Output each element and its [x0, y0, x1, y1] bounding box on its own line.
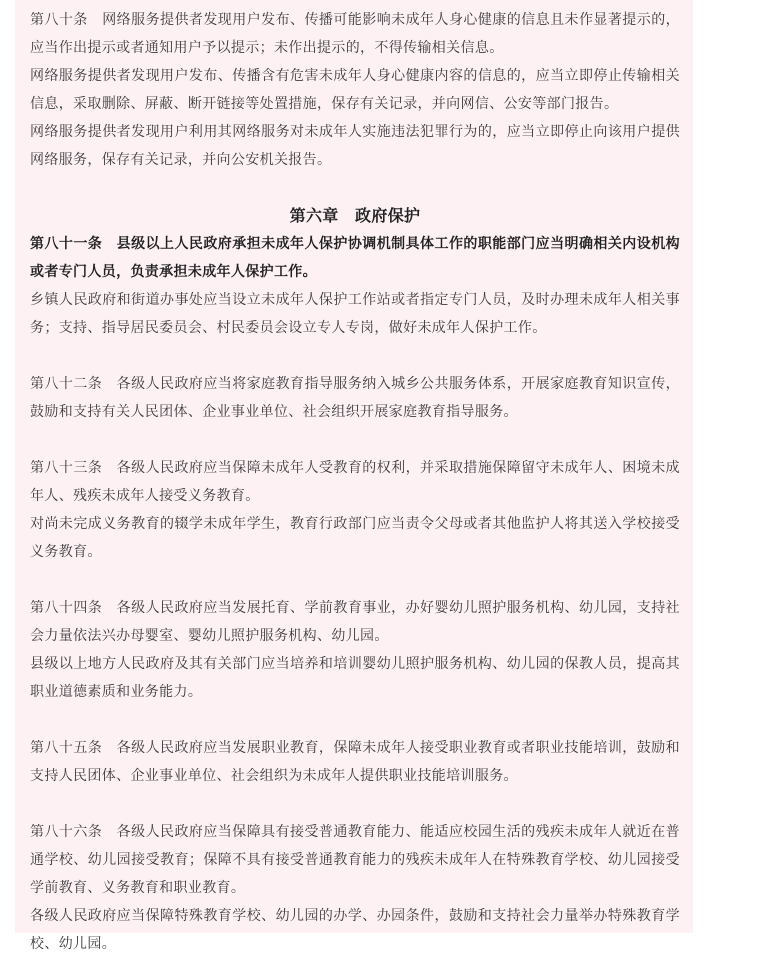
article-86-paragraph: 第八十六条 各级人民政府应当保障具有接受普通教育能力、能适应校园生活的残疾未成年人就近在普通学校、幼儿园接受教育；保障不具有接受普通教育能力的残疾未成年人在特殊教育学校、幼儿园接受学前教育、义务教育和职业教育。: [30, 824, 680, 896]
article-80-paragraph-3: 网络服务提供者发现用户利用其网络服务对未成年人实施违法犯罪行为的，应当立即停止向该用户提供网络服务，保存有关记录，并向公安机关报告。: [30, 124, 680, 168]
article-84-paragraph-2: 县级以上地方人民政府及其有关部门应当培养和培训婴幼儿照护服务机构、幼儿园的保教人员，提高其职业道德素质和业务能力。: [30, 656, 680, 700]
article-83-paragraph-2: 对尚未完成义务教育的辍学未成年学生，教育行政部门应当责令父母或者其他监护人将其送入学校接受义务教育。: [30, 516, 680, 560]
spacer: [30, 566, 680, 594]
spacer: [30, 174, 680, 202]
article-80-paragraph-2: 网络服务提供者发现用户发布、传播含有危害未成年人身心健康内容的信息的，应当立即停止传输相关信息，采取删除、屏蔽、断开链接等处置措施，保存有关记录，并向网信、公安等部门报告。: [30, 68, 680, 112]
article-84-paragraph: 第八十四条 各级人民政府应当发展托育、学前教育事业，办好婴幼儿照护服务机构、幼儿园，支持社会力量依法兴办母婴室、婴幼儿照护服务机构、幼儿园。: [30, 600, 680, 644]
article-85-paragraph: 第八十五条 各级人民政府应当发展职业教育，保障未成年人接受职业教育或者职业技能培训，鼓励和支持人民团体、企业事业单位、社会组织为未成年人提供职业技能培训服务。: [30, 740, 680, 784]
spacer: [30, 790, 680, 818]
article-content: [30, 6, 680, 958]
article-83-paragraph: 第八十三条 各级人民政府应当保障未成年人受教育的权利，并采取措施保障留守未成年人、困境未成年人、残疾未成年人接受义务教育。: [30, 460, 680, 504]
article-82-paragraph: 第八十二条 各级人民政府应当将家庭教育指导服务纳入城乡公共服务体系，开展家庭教育知识宣传，鼓励和支持有关人民团体、企业事业单位、社会组织开展家庭教育指导服务。: [30, 376, 680, 420]
article-86-paragraph-2: 各级人民政府应当保障特殊教育学校、幼儿园的办学、办园条件，鼓励和支持社会力量举办特殊教育学校、幼儿园。: [30, 908, 680, 952]
spacer: [30, 342, 680, 370]
article-81-paragraph-2: 乡镇人民政府和街道办事处应当设立未成年人保护工作站或者指定专门人员，及时办理未成年人相关事务；支持、指导居民委员会、村民委员会设立专人专岗，做好未成年人保护工作。: [30, 292, 680, 336]
chapter-heading: 第六章 政府保护: [289, 206, 421, 225]
article-81-bold-paragraph: 第八十一条 县级以上人民政府承担未成年人保护协调机制具体工作的职能部门应当明确相关内设机构或者专门人员，负责承担未成年人保护工作。: [30, 236, 680, 280]
spacer: [30, 706, 680, 734]
article-80-paragraph: 第八十条 网络服务提供者发现用户发布、传播可能影响未成年人身心健康的信息且未作显著提示的，应当作出提示或者通知用户予以提示；未作出提示的，不得传输相关信息。: [30, 12, 680, 56]
spacer: [30, 426, 680, 454]
